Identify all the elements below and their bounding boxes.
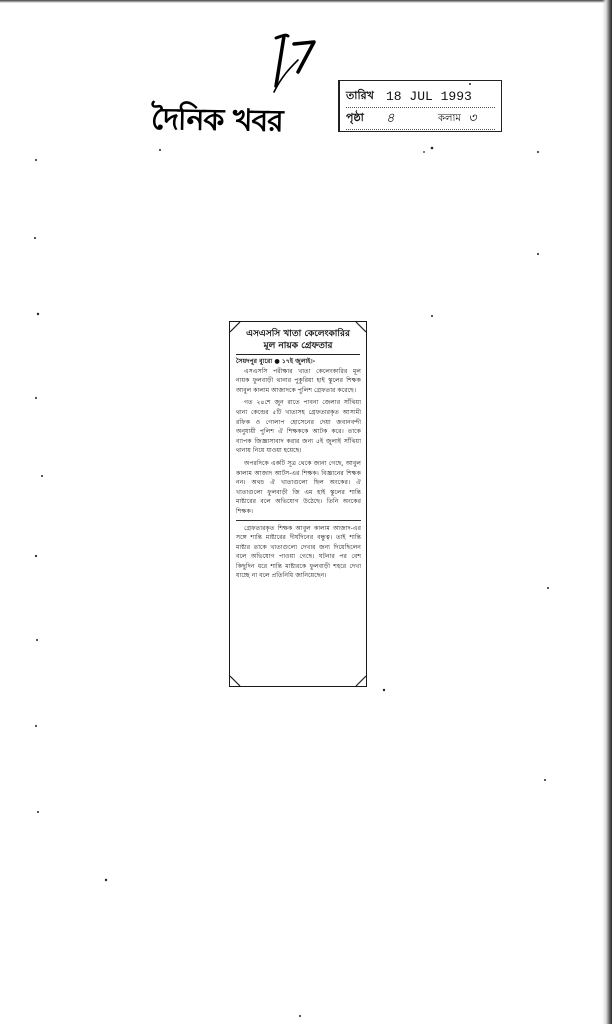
stamp-page-row xyxy=(346,109,495,130)
stamp-column-label: কলাম xyxy=(438,113,461,124)
clipping-paragraph: অপরদিকে একটি সূত্র থেকে জানা গেছে, আবুল কালাম আজাদ আর্টস-এর শিক্ষক। বিজ্ঞানের শিক্ষক নন। অথচ ঐ খাতাগুলো ছিল অংকের। ঐ খাতাগুলো ফুলবাড়ী জি এম হাই স্কুলের শান্তি মাষ্টারের বলে অভিযোগ উঠেছে। তিনি অংকের শিক্ষক। xyxy=(236,459,361,515)
stamp-date-row xyxy=(346,87,495,108)
date-stamp xyxy=(338,80,502,132)
newspaper-masthead: দৈনিক খবর xyxy=(150,101,284,140)
stamp-page-value: ৪ xyxy=(386,111,395,126)
clipping-dateline: সৈয়দপুর ব্যুরো ● ১৭ই জুলাই।- xyxy=(236,358,316,365)
handwritten-number-mark xyxy=(268,32,328,102)
news-clipping xyxy=(229,321,367,687)
clipping-corner-mark xyxy=(230,674,242,686)
stamp-column-value: ৩ xyxy=(468,111,477,126)
headline-line: এসএসসি খাতা কেলেংকারির xyxy=(246,329,350,339)
scan-edge-right xyxy=(602,0,612,1024)
clipping-body xyxy=(236,357,361,581)
stamp-page-label: পৃষ্ঠা xyxy=(346,111,364,124)
clipping-paragraph: গত ২৪শে জুন রাতে পাবনা জেলার সাঁথিয়া থানা কেন্দ্রের ৫টি খাতাসহ গ্রেফতারকৃত আসামী রফিক ও গোলাপ হোসেনের দেয়া জবানবন্দী অনুযায়ী পুলিশ ঐ শিক্ষককে আটক করে। তাকে ব্যাপক জিজ্ঞাসাবাদ করার জন্য ৫ই জুলাই সাঁথিয়া থানায় নিয়ে যাওয়া হয়েছে। xyxy=(236,399,361,455)
stamp-date-value: 18 JUL 1993 xyxy=(386,89,472,104)
headline-line: মূল নায়ক গ্রেফতার xyxy=(263,341,333,351)
clipping-divider xyxy=(236,520,361,521)
clipping-headline xyxy=(236,328,360,355)
scan-edge-top xyxy=(0,0,612,3)
clipping-paragraph: গ্রেফতারকৃত শিক্ষক আবুল কালাম আজাদ-এর সঙ্গে শান্তি মাষ্টারের দীর্ঘদিনের বন্ধুত্ব। তাই শান্তি মাষ্টার তাকে খাতাগুলো দেখার জন্য দিয়েছিলেন বলে অভিযোগ পাওয়া গেছে। ঘটনার পর বেশ কিছুদিন ধরে শান্তি মাষ্টারকে ফুলবাড়ী শহরে দেখা যাচ্ছে না বলে প্রতিনিধি জানিয়েছেন। xyxy=(236,524,361,580)
clipping-paragraph: এসএসসি পরীক্ষার খাতা কেলেংকারির মূল নায়ক ফুলবাড়ী থানার পুকুরিয়া হাই স্কুলের শিক্ষক আবুল কালাম আজাদকে পুলিশ গ্রেফতার করেছে। xyxy=(236,367,361,394)
clipping-corner-mark xyxy=(354,674,366,686)
stamp-date-label: তারিখ xyxy=(346,89,374,102)
